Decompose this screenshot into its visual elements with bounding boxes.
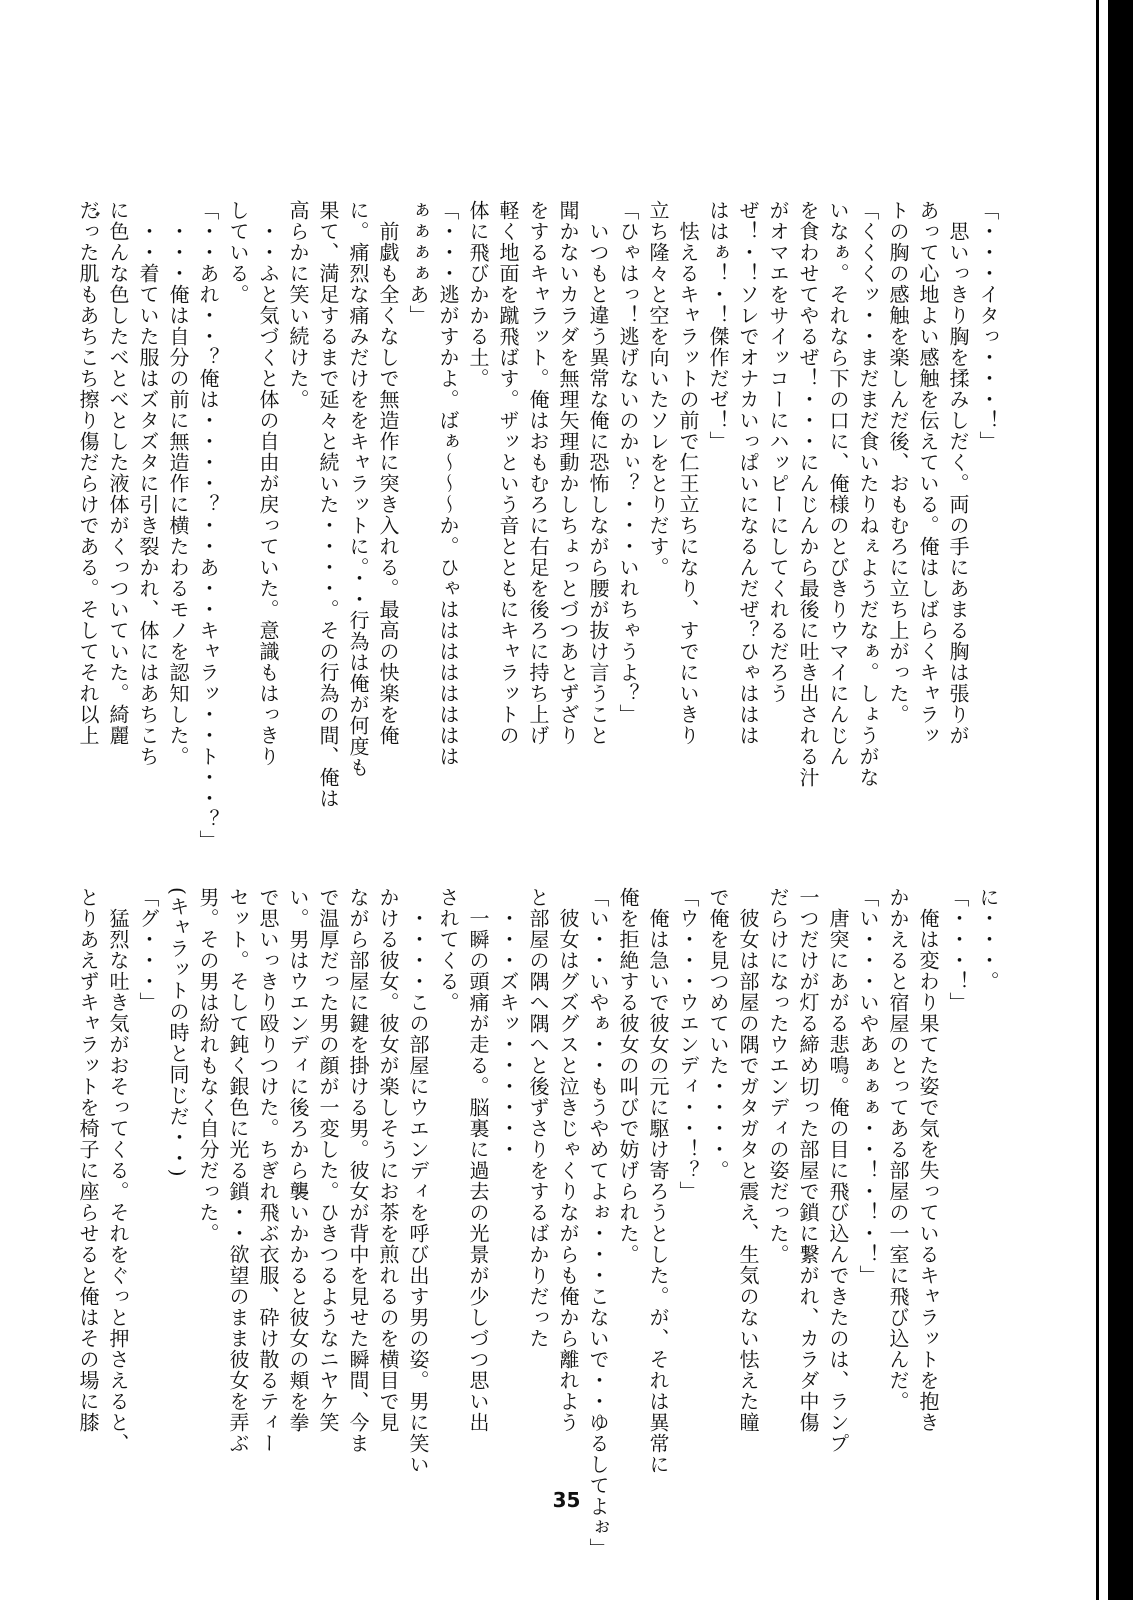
text-line: 軽く地面を蹴飛ばす。ザッという音とともにキャラットの [496, 200, 520, 746]
text-line: されてくる。 [436, 887, 460, 1013]
text-line: い。男はウエンディに後ろから襲いかかると彼女の頬を拳 [286, 887, 310, 1433]
text-line: 思いっきり胸を揉みしだく。両の手にあまる胸は張りが [946, 200, 970, 746]
text-line: に。痛烈な痛みだけををキャラットに。・・行為は俺が何度も [346, 200, 370, 778]
page-number: 35 [552, 1488, 581, 1512]
text-line: 唐突にあがる悲鳴。俺の目に飛び込んできたのは、ランプ [826, 887, 850, 1454]
text-line: 「・・・！」 [946, 887, 970, 1013]
text-line: ・・ふと気づくと体の自由が戻っていた。意識もはっきり [256, 200, 280, 767]
text-line: いつもと違う異常な俺に恐怖しながら腰が抜け言うこと [586, 200, 610, 746]
text-line: に色んな色したべとべとした液体がくっついていた。綺麗 [106, 200, 130, 746]
scan-edge-line [1096, 0, 1099, 1600]
text-line: 彼女は部屋の隅でガタガタと震え、生気のない怯えた瞳 [736, 887, 760, 1433]
text-line: 「・・・逃がすかよ。ばぁ〜〜〜か。ひゃはははははははは [436, 200, 460, 767]
text-line: で思いっきり殴りつけた。ちぎれ飛ぶ衣服、砕け散るティー [256, 887, 280, 1454]
text-line: 男。その男は紛れもなく自分だった。 [196, 887, 220, 1244]
text-line: ぁぁぁぁあ」 [406, 200, 430, 326]
text-line: 一つだけが灯る締め切った部屋で鎖に繋がれ、カラダ中傷 [796, 887, 820, 1433]
text-line: 俺を拒絶する彼女の叫びで妨げられた。 [616, 887, 640, 1265]
text-line: ・・着ていた服はズタズタに引き裂かれ、体にはあちこち [136, 200, 160, 767]
text-line: ははぁ！・！傑作だゼ！」 [706, 200, 730, 452]
text-line: (キャラットの時と同じだ・・) [166, 887, 190, 1178]
text-line: で温厚だった男の顔が一変した。ひきつるようなニヤケ笑 [316, 887, 340, 1433]
text-line: 聞かないカラダを無理矢理動かしちょっとづつあとずざり [556, 200, 580, 746]
text-line: ながら部屋に鍵を掛ける男。彼女が背中を見せた瞬間、今ま [346, 887, 370, 1454]
text-line: 前戯も全くなしで無造作に突き入れる。最高の快楽を俺 [376, 200, 400, 746]
text-line: 俺は急いで彼女の元に駆け寄ろうとした。が、それは異常に [646, 887, 670, 1475]
scan-edge-border [1108, 0, 1133, 1600]
text-line: トの胸の感触を楽しんだ後、おもむろに立ち上がった。 [886, 200, 910, 725]
text-line: 「くくくッ・・まだまだ食いたりねぇようだなぁ。しょうがな [856, 200, 880, 788]
text-line: あって心地よい感触を伝えている。俺はしばらくキャラッ [916, 200, 940, 746]
text-line: ・・・ズキッ・・・・・・ [496, 887, 520, 1160]
text-line: とりあえずキャラットを椅子に座らせると俺はその場に膝 [76, 887, 100, 1433]
text-line: ぜ！・！ソレでオナカいっぱいになるんだぜ？ひゃははは [736, 200, 760, 746]
text-line: セット。そして鈍く銀色に光る鎖・・欲望のまま彼女を弄ぶ [226, 887, 250, 1454]
text-line: で俺を見つめていた・・・・。 [706, 887, 730, 1181]
text-line: 彼女はグズグスと泣きじゃくりながらも俺から離れよう [556, 887, 580, 1433]
text-line: がオマエをサイッコーにハッピーにしてくれるだろう [766, 200, 790, 704]
text-line: 「ウ・・・ウエンディ・・！？」 [676, 887, 700, 1202]
text-line: 「・・あれ・・？俺は・・・・？・・あ・・キャラッ・・ト・・？」 [196, 200, 220, 851]
text-line: 「・・・イタっ・・・！」 [976, 200, 1000, 452]
text-line: 体に飛びかかる土。 [466, 200, 490, 389]
text-line: 「グ・・・」 [136, 887, 160, 1013]
text-line: 果て、満足するまで延々と続いた・・・・。その行為の間、俺は [316, 200, 340, 809]
text-line: 俺は変わり果てた姿で気を失っているキャラットを抱き [916, 887, 940, 1433]
text-line: だった肌もあちこち擦り傷だらけである。そしてそれ以上 [76, 200, 100, 746]
text-line: している。 [226, 200, 250, 305]
text-line: ・・・・この部屋にウエンディを呼び出す男の姿。男に笑い [406, 887, 430, 1475]
text-line: 「ひゃはっ！逃げないのかぃ？・・・いれちゃうよ？」 [616, 200, 640, 725]
text-block-top [76, 200, 1003, 851]
text-line: ・・・俺は自分の前に無造作に横たわるモノを認知した。 [166, 200, 190, 767]
text-line: だらけになったウエンディの姿だった。 [766, 887, 790, 1265]
text-line: かかえると宿屋のとってある部屋の一室に飛び込んだ。 [886, 887, 910, 1412]
text-line: 立ち隆々と空を向いたソレをとりだす。 [646, 200, 670, 578]
text-line: をするキャラット。俺はおもむろに右足を後ろに持ち上げ [526, 200, 550, 746]
text-line: を食わせてやるぜ！・・・にんじんから最後に吐き出される汁 [796, 200, 820, 788]
text-line: かける彼女。彼女が楽しそうにお茶を煎れるのを横目で見 [376, 887, 400, 1433]
text-line: に・・・。 [976, 887, 1000, 992]
text-line: 怯えるキャラットの前で仁王立ちになり、すでにいきり [676, 200, 700, 746]
text-line: と部屋の隅へ隅へと後ずさりをするばかりだった [526, 887, 550, 1349]
text-line: 「い・・いやぁ・・もうやめてよぉ・・・こないで・・ゆるしてよぉ」 [586, 887, 610, 1559]
text-line: 一瞬の頭痛が走る。脳裏に過去の光景が少しづつ思い出 [466, 887, 490, 1433]
text-line: 高らかに笑い続けた。 [286, 200, 310, 410]
text-line: いなぁ。それなら下の口に、俺様のとびきりウマイにんじん [826, 200, 850, 767]
text-line: 「い・・・いやあぁぁぁ・・！・！・！」 [856, 887, 880, 1286]
text-line: 猛烈な吐き気がおそってくる。それをぐっと押さえると、 [106, 887, 130, 1454]
